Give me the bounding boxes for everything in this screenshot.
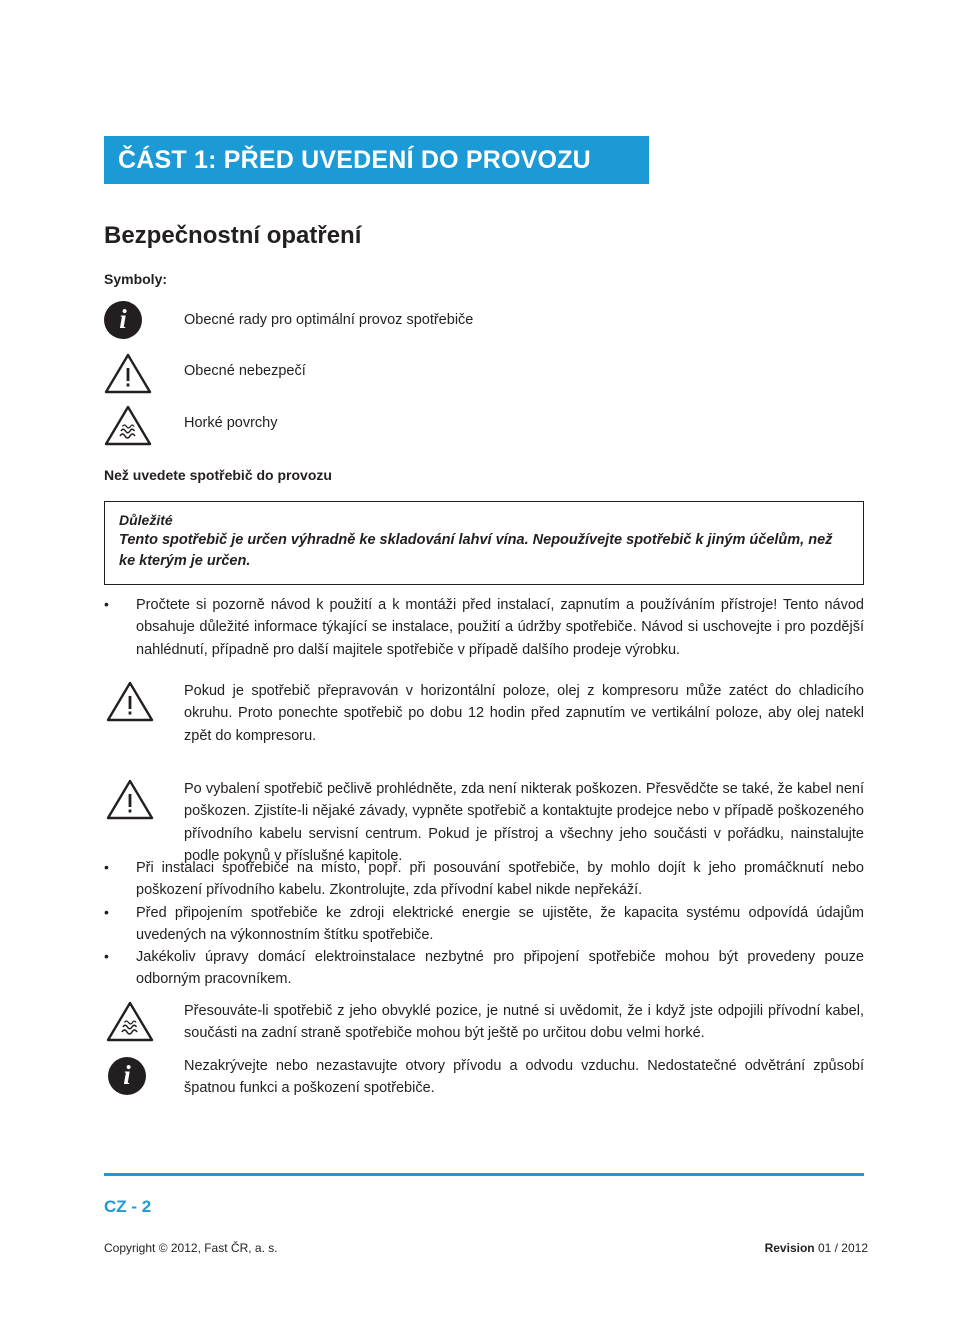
- page-number: CZ - 2: [104, 1197, 152, 1216]
- warning-paragraph-text: Pokud je spotřebič přepravován v horizontální poloze, olej z kompresoru může zatéct do chladicího okruhu. Proto ponechte spotřebič po dobu 12 hodin před zapnutím ve vertikální poloze, aby olej natekl zpět do kompresoru.: [184, 683, 864, 744]
- symbol-row-hot-surface: [104, 404, 864, 448]
- symbol-row-info: [104, 301, 864, 345]
- hot-surface-paragraph-text: Přesouváte-li spotřebič z jeho obvyklé pozice, je nutné si uvědomit, že i když jste odpojili přívodní kabel, součásti na zadní straně spotřebiče mohou být ještě po určitou dobu velmi horké.: [184, 1003, 864, 1042]
- list-item-text: Jakékoliv úpravy domácí elektroinstalace nezbytné pro připojení spotřebiče mohou být provedeny pouze odborným pracovníkem.: [136, 949, 864, 988]
- warning-paragraph-text: Po vybalení spotřebič pečlivě prohlédněte, zda není nikterak poškozen. Přesvědčte se také, že kabel není poškozen. Zjistíte-li nějaké závady, vypněte spotřebič a kontaktujte prodejce nebo v případě poškozeného přívodního kabelu servisní centrum. Pokud je přístroj a všechny jeho součásti v pořádku, nainstalujte podle pokynů v příslušné kapitole.: [184, 781, 864, 865]
- symbol-row-warning: [104, 352, 864, 396]
- warning-triangle-icon: [106, 778, 154, 820]
- bullet-marker: •: [104, 859, 109, 875]
- list-item-text: Před připojením spotřebiče ke zdroji elektrické energie se ujistěte, že kapacita systému odpovídá údajům uvedených na výkonnostním štítku spotřebiče.: [136, 905, 864, 944]
- bullet-marker: •: [104, 904, 109, 920]
- warning-paragraph-unpacking: [104, 778, 864, 868]
- symbols-label: Symboly:: [104, 271, 168, 287]
- important-notice-box: [104, 501, 864, 585]
- symbol-label-hot-surface: Horké povrchy: [184, 415, 278, 431]
- list-item-text: Pročtete si pozorně návod k použití a k montáži před instalací, zapnutím a používáním přístroje! Tento návod obsahuje důležité informace týkající se instalace, použití a údržby spotřebiče. Návod si uschovejte i pro pozdější nahlédnutí, případně pro další majitele spotřebiče v případě dalšího prodeje výrobku.: [136, 597, 864, 658]
- list-item-text: Při instalaci spotřebiče na místo, popř. při posouvání spotřebiče, by mohlo dojít k jeho promáčknutí nebo poškození přívodního kabelu. Zkontrolujte, zda přívodní kabel nikde nepřekáží.: [136, 860, 864, 899]
- section-banner-title: ČÁST 1: PŘED UVEDENÍ DO PROVOZU: [118, 145, 591, 174]
- footer-divider: [104, 1173, 864, 1176]
- bullet-marker: •: [104, 596, 109, 612]
- list-item: [104, 857, 864, 902]
- list-item: [104, 594, 864, 661]
- info-paragraph-text: Nezakrývejte nebo nezastavujte otvory přívodu a odvodu vzduchu. Nedostatečné odvětrání způsobí špatnou funkci a poškození spotřebiče.: [184, 1058, 864, 1097]
- list-item: [104, 902, 864, 947]
- info-paragraph-ventilation: [104, 1055, 864, 1100]
- copyright-text: Copyright © 2012, Fast ČR, a. s.: [104, 1241, 278, 1255]
- section-banner: [104, 136, 649, 184]
- bullet-marker: •: [104, 948, 109, 964]
- page-title: Bezpečnostní opatření: [104, 222, 362, 249]
- symbol-label-info: Obecné rady pro optimální provoz spotřebiče: [184, 312, 474, 328]
- hot-surface-icon: [104, 404, 160, 448]
- before-use-label: Než uvedete spotřebič do provozu: [104, 467, 332, 483]
- important-notice-title: Důležité: [119, 512, 173, 528]
- revision-value: 01 / 2012: [817, 1241, 868, 1255]
- revision-label: Revision: [764, 1241, 815, 1255]
- hot-surface-paragraph: [104, 1000, 864, 1045]
- hot-surface-icon: [106, 1000, 154, 1042]
- revision-info: [765, 1241, 868, 1255]
- list-item: [104, 946, 864, 991]
- symbol-label-warning: Obecné nebezpečí: [184, 363, 306, 379]
- warning-paragraph-transport: [104, 680, 864, 747]
- important-notice-text: Tento spotřebič je určen výhradně ke skladování lahví vína. Nepoužívejte spotřebič k jiným účelům, než ke kterým je určen.: [119, 532, 833, 570]
- warning-triangle-icon: [104, 352, 160, 396]
- info-icon: i: [104, 301, 160, 345]
- warning-triangle-icon: [106, 680, 154, 722]
- info-icon: i: [108, 1057, 146, 1095]
